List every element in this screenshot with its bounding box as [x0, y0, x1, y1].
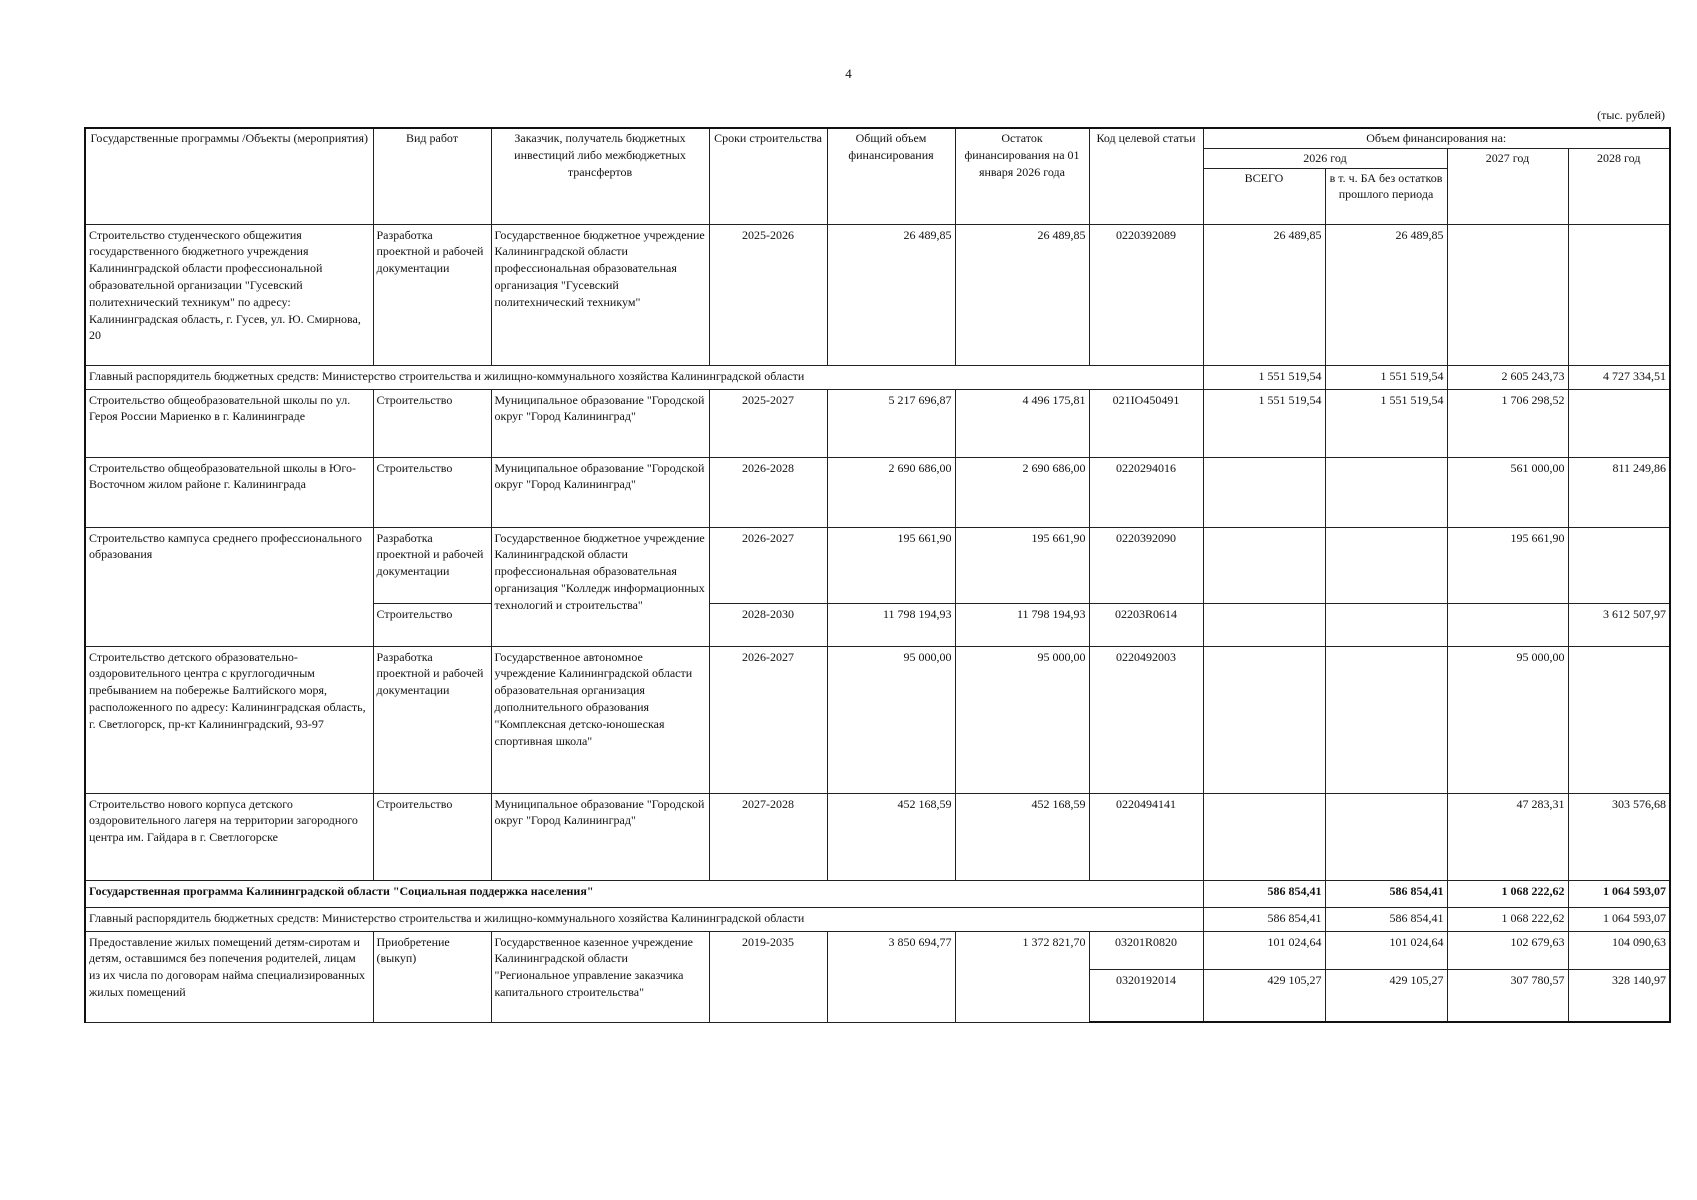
total-cell: 195 661,90 — [827, 527, 955, 603]
customer-cell: Государственное казенное учреждение Калининградской области "Региональное управление заказчика капитального строительства" — [491, 931, 709, 1022]
y2026-ba-cell — [1325, 646, 1447, 793]
y2027-cell: 102 679,63 — [1447, 931, 1568, 969]
customer-cell: Муниципальное образование "Городской округ "Город Калининград" — [491, 457, 709, 527]
remainder-cell: 452 168,59 — [955, 793, 1089, 880]
customer-cell: Муниципальное образование "Городской округ "Город Калининград" — [491, 389, 709, 457]
y2028-cell: 328 140,97 — [1568, 969, 1670, 1022]
y2026-total-cell: 26 489,85 — [1203, 224, 1325, 365]
y2027-cell: 47 283,31 — [1447, 793, 1568, 880]
code-cell: 0220392089 — [1089, 224, 1203, 365]
header-program: Государственные программы /Объекты (мероприятия) — [85, 128, 373, 224]
program-label: Государственная программа Калининградской области "Социальная поддержка населения" — [85, 880, 1203, 907]
y2026-total-cell: 1 551 519,54 — [1203, 365, 1325, 389]
total-cell: 11 798 194,93 — [827, 603, 955, 646]
y2026-ba-cell: 429 105,27 — [1325, 969, 1447, 1022]
total-cell: 95 000,00 — [827, 646, 955, 793]
customer-cell: Государственное бюджетное учреждение Калининградской области профессиональная образовательная организация "Колледж информационных технологий и строительства" — [491, 527, 709, 646]
customer-cell: Муниципальное образование "Городской округ "Город Калининград" — [491, 793, 709, 880]
y2026-total-cell: 586 854,41 — [1203, 880, 1325, 907]
code-cell: 0220294016 — [1089, 457, 1203, 527]
y2026-ba-cell — [1325, 603, 1447, 646]
units-note: (тыс. рублей) — [1597, 108, 1665, 122]
work-cell: Разработка проектной и рабочей документации — [373, 224, 491, 365]
total-cell: 3 850 694,77 — [827, 931, 955, 1022]
y2026-ba-cell: 1 551 519,54 — [1325, 389, 1447, 457]
table-row — [85, 457, 1670, 527]
y2027-cell: 1 068 222,62 — [1447, 880, 1568, 907]
header-customer: Заказчик, получатель бюджетных инвестиций либо межбюджетных трансфертов — [491, 128, 709, 224]
header-row — [85, 128, 1670, 148]
remainder-cell: 4 496 175,81 — [955, 389, 1089, 457]
program-row — [85, 880, 1670, 907]
header-2026-ba: в т. ч. БА без остатков прошлого периода — [1325, 168, 1447, 224]
y2026-ba-cell: 1 551 519,54 — [1325, 365, 1447, 389]
code-cell: 0220392090 — [1089, 527, 1203, 603]
table-row — [85, 931, 1670, 969]
customer-cell: Государственное автономное учреждение Калининградской области образовательная организация дополнительного образования "Комплексная детско-юношеская спортивная школа" — [491, 646, 709, 793]
y2026-total-cell — [1203, 457, 1325, 527]
object-cell: Строительство общеобразовательной школы в Юго-Восточном жилом районе г. Калининграда — [85, 457, 373, 527]
y2026-total-cell — [1203, 527, 1325, 603]
y2028-cell: 811 249,86 — [1568, 457, 1670, 527]
terms-cell: 2019-2035 — [709, 931, 827, 1022]
y2028-cell: 104 090,63 — [1568, 931, 1670, 969]
page-number: 4 — [845, 66, 852, 81]
table-row — [85, 793, 1670, 880]
remainder-cell: 11 798 194,93 — [955, 603, 1089, 646]
y2028-cell: 1 064 593,07 — [1568, 880, 1670, 907]
object-cell: Строительство кампуса среднего профессионального образования — [85, 527, 373, 646]
work-cell: Строительство — [373, 793, 491, 880]
y2028-cell — [1568, 389, 1670, 457]
manager-row — [85, 365, 1670, 389]
work-cell: Приобретение (выкуп) — [373, 931, 491, 1022]
object-cell: Строительство общеобразовательной школы по ул. Героя России Мариенко в г. Калининграде — [85, 389, 373, 457]
y2026-ba-cell: 26 489,85 — [1325, 224, 1447, 365]
y2026-total-cell: 101 024,64 — [1203, 931, 1325, 969]
header-code: Код целевой статьи — [1089, 128, 1203, 224]
total-cell: 26 489,85 — [827, 224, 955, 365]
object-cell: Строительство студенческого общежития государственного бюджетного учреждения Калининградской области профессиональной образовательной организации "Гусевский политехнический техникум" по адресу: Калининградская область, г. Гусев, ул. Ю. Смирнова, 20 — [85, 224, 373, 365]
header-total: Общий объем финансирования — [827, 128, 955, 224]
y2026-total-cell — [1203, 646, 1325, 793]
y2028-cell — [1568, 527, 1670, 603]
remainder-cell: 1 372 821,70 — [955, 931, 1089, 1022]
object-cell: Строительство нового корпуса детского оздоровительного лагеря на территории загородного центра им. Гайдара в г. Светлогорске — [85, 793, 373, 880]
table-row — [85, 224, 1670, 365]
y2028-cell: 1 064 593,07 — [1568, 907, 1670, 931]
terms-cell: 2026-2027 — [709, 527, 827, 603]
total-cell: 5 217 696,87 — [827, 389, 955, 457]
y2026-ba-cell — [1325, 527, 1447, 603]
y2026-ba-cell — [1325, 793, 1447, 880]
code-cell: 0220494141 — [1089, 793, 1203, 880]
manager-label: Главный распорядитель бюджетных средств: Министерство строительства и жилищно-коммунального хозяйства Калининградской области — [85, 365, 1203, 389]
work-cell: Разработка проектной и рабочей документации — [373, 527, 491, 603]
y2027-cell: 1 706 298,52 — [1447, 389, 1568, 457]
y2027-cell — [1447, 603, 1568, 646]
total-cell: 452 168,59 — [827, 793, 955, 880]
object-cell: Строительство детского образовательно-оздоровительного центра с круглогодичным пребыванием на побережье Балтийского моря, расположенного по адресу: Калининградская область, г. Светлогорск, пр-кт Калининградский, 93-97 — [85, 646, 373, 793]
header-volume: Объем финансирования на: — [1203, 128, 1670, 148]
y2026-ba-cell — [1325, 457, 1447, 527]
terms-cell: 2025-2027 — [709, 389, 827, 457]
terms-cell: 2026-2027 — [709, 646, 827, 793]
header-terms: Сроки строительства — [709, 128, 827, 224]
y2026-total-cell: 429 105,27 — [1203, 969, 1325, 1022]
y2027-cell — [1447, 224, 1568, 365]
remainder-cell: 26 489,85 — [955, 224, 1089, 365]
manager-label: Главный распорядитель бюджетных средств: Министерство строительства и жилищно-коммунального хозяйства Калининградской области — [85, 907, 1203, 931]
y2028-cell — [1568, 224, 1670, 365]
header-remainder: Остаток финансирования на 01 января 2026 года — [955, 128, 1089, 224]
table-row — [85, 646, 1670, 793]
y2027-cell: 2 605 243,73 — [1447, 365, 1568, 389]
code-cell: 03201R0820 — [1089, 931, 1203, 969]
code-cell: 021IO450491 — [1089, 389, 1203, 457]
terms-cell: 2028-2030 — [709, 603, 827, 646]
remainder-cell: 195 661,90 — [955, 527, 1089, 603]
y2026-total-cell — [1203, 603, 1325, 646]
table-row — [85, 389, 1670, 457]
y2026-total-cell — [1203, 793, 1325, 880]
header-year-2027: 2027 год — [1447, 148, 1568, 224]
work-cell: Разработка проектной и рабочей документации — [373, 646, 491, 793]
y2027-cell: 307 780,57 — [1447, 969, 1568, 1022]
y2027-cell: 1 068 222,62 — [1447, 907, 1568, 931]
work-cell: Строительство — [373, 603, 491, 646]
financing-table — [84, 127, 1671, 1023]
y2026-total-cell: 1 551 519,54 — [1203, 389, 1325, 457]
y2027-cell: 95 000,00 — [1447, 646, 1568, 793]
y2028-cell: 4 727 334,51 — [1568, 365, 1670, 389]
y2026-ba-cell: 586 854,41 — [1325, 880, 1447, 907]
y2026-ba-cell: 101 024,64 — [1325, 931, 1447, 969]
header-work: Вид работ — [373, 128, 491, 224]
header-year-2028: 2028 год — [1568, 148, 1670, 224]
terms-cell: 2026-2028 — [709, 457, 827, 527]
y2028-cell: 3 612 507,97 — [1568, 603, 1670, 646]
remainder-cell: 95 000,00 — [955, 646, 1089, 793]
y2026-ba-cell: 586 854,41 — [1325, 907, 1447, 931]
customer-cell: Государственное бюджетное учреждение Калининградской области профессиональная образовательная организация "Гусевский политехнический техникум" — [491, 224, 709, 365]
table-row — [85, 527, 1670, 603]
y2027-cell: 195 661,90 — [1447, 527, 1568, 603]
code-cell: 02203R0614 — [1089, 603, 1203, 646]
total-cell: 2 690 686,00 — [827, 457, 955, 527]
header-year-2026: 2026 год — [1203, 148, 1447, 168]
remainder-cell: 2 690 686,00 — [955, 457, 1089, 527]
terms-cell: 2025-2026 — [709, 224, 827, 365]
y2028-cell: 303 576,68 — [1568, 793, 1670, 880]
code-cell: 0320192014 — [1089, 969, 1203, 1022]
work-cell: Строительство — [373, 389, 491, 457]
manager-row — [85, 907, 1670, 931]
object-cell: Предоставление жилых помещений детям-сиротам и детям, оставшимся без попечения родителей, лицам из их числа по договорам найма специализированных жилых помещений — [85, 931, 373, 1022]
y2026-total-cell: 586 854,41 — [1203, 907, 1325, 931]
work-cell: Строительство — [373, 457, 491, 527]
y2027-cell: 561 000,00 — [1447, 457, 1568, 527]
y2028-cell — [1568, 646, 1670, 793]
header-2026-total: ВСЕГО — [1203, 168, 1325, 224]
terms-cell: 2027-2028 — [709, 793, 827, 880]
code-cell: 0220492003 — [1089, 646, 1203, 793]
